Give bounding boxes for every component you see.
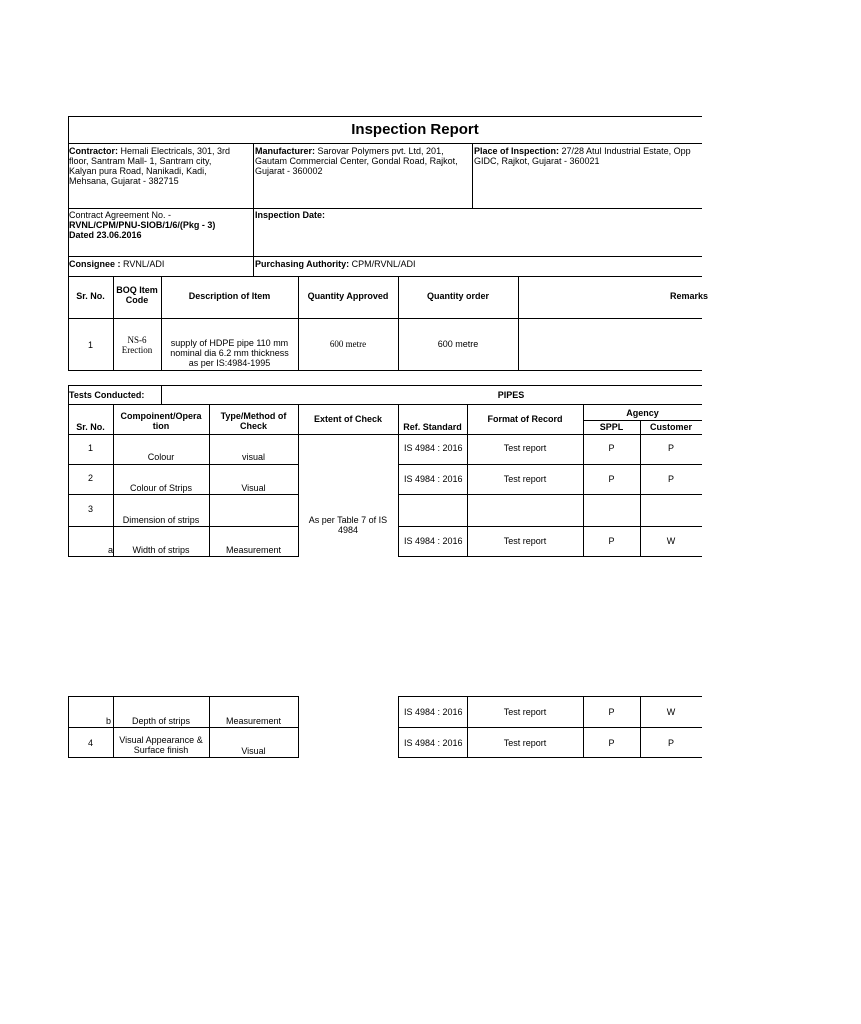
items-header-boq [113, 285, 161, 305]
tests-header-sppl: SPPL [599, 422, 624, 432]
contract-block [69, 210, 253, 240]
test-sppl: P [608, 443, 615, 453]
contractor-line-1: Hemali Electricals, 301, 3rd [118, 146, 231, 156]
test-component: Dimension of strips [122, 515, 200, 525]
item-boq-line-2: Erection [121, 345, 153, 355]
place-line-2: GIDC, Rajkot, Gujarat - 360021 [474, 156, 600, 166]
manufacturer-line-3: Gujarat - 360002 [255, 166, 323, 176]
test-method: Measurement [225, 545, 282, 555]
place-block [474, 146, 702, 166]
test-sr: a [108, 545, 114, 555]
test-ref: IS 4984 : 2016 [404, 474, 463, 484]
item-qty-approved: 600 metre [329, 339, 367, 349]
test-method: Visual [241, 483, 266, 493]
tests-extent-merged [298, 515, 398, 535]
test-method: visual [241, 452, 265, 462]
item-sr-no: 1 [87, 340, 93, 350]
purchasing-value: CPM/RVNL/ADI [349, 259, 416, 269]
test-format: Test report [503, 738, 547, 748]
items-header-qty-order: Quantity order [426, 291, 489, 301]
contractor-line-3: Kalyan pura Road, Nanikadi, Kadi, [69, 166, 207, 176]
test-customer: W [666, 536, 676, 546]
test-component: Depth of strips [131, 716, 191, 726]
test-format: Test report [503, 536, 547, 546]
test-sr: 3 [87, 504, 93, 514]
test-format: Test report [503, 707, 547, 717]
test-component: Colour [147, 452, 175, 462]
items-header-remarks: Remarks [670, 291, 709, 301]
tests-header-component-line-1: Compoinent/Opera [120, 411, 202, 421]
contractor-line-4: Mehsana, Gujarat - 382715 [69, 176, 179, 186]
item-description-line-3: as per IS:4984-1995 [188, 358, 271, 368]
inspection-date-label: Inspection Date: [255, 210, 326, 220]
test-sr: 1 [87, 443, 93, 453]
tests-header-component [113, 411, 209, 431]
report-title: Inspection Report [351, 121, 479, 138]
tests-header-extent: Extent of Check [313, 414, 382, 424]
test-sr: b [106, 716, 112, 726]
tests-header-agency: Agency [626, 408, 659, 418]
items-header-boq-line-1: BOQ Item [116, 285, 158, 295]
tests-header-sr-no: Sr. No. [76, 422, 105, 432]
consignee-label: Consignee : [69, 259, 121, 269]
consignee-value: RVNL/ADI [120, 259, 165, 269]
test-component-line-2: Surface finish [133, 745, 189, 755]
test-ref: IS 4984 : 2016 [404, 536, 463, 546]
tests-section-pipes: PIPES [497, 390, 525, 400]
item-boq-code [113, 335, 161, 355]
test-component-line-1: Visual Appearance & [119, 735, 203, 745]
contract-line-2: RVNL/CPM/PNU-SIOB/1/6/(Pkg - 3) [69, 220, 216, 230]
item-boq-line-1: NS-6 [127, 335, 147, 345]
tests-header-format: Format of Record [487, 414, 563, 424]
test-sppl: P [608, 536, 615, 546]
items-header-sr-no: Sr. No. [76, 291, 105, 301]
items-header-qty-approved: Quantity Approved [307, 291, 389, 301]
tests-conducted-label: Tests Conducted: [69, 390, 145, 400]
test-format: Test report [503, 474, 547, 484]
manufacturer-label: Manufacturer: [255, 146, 316, 156]
test-customer: W [666, 707, 676, 717]
items-header-boq-line-2: Code [125, 295, 149, 305]
test-sppl: P [608, 738, 615, 748]
contract-line-3: Dated 23.06.2016 [69, 230, 142, 240]
purchasing-label: Purchasing Authority: [255, 259, 350, 269]
test-ref: IS 4984 : 2016 [404, 707, 463, 717]
test-component: Colour of Strips [129, 483, 193, 493]
tests-header-customer: Customer [649, 422, 692, 432]
item-description-line-2: nominal dia 6.2 mm thickness [170, 348, 289, 358]
test-sppl: P [608, 707, 615, 717]
test-sr: 2 [87, 473, 93, 483]
manufacturer-block [255, 146, 471, 176]
tests-header-component-line-2: tion [152, 421, 170, 431]
test-method: Visual [241, 746, 266, 756]
test-ref: IS 4984 : 2016 [404, 738, 463, 748]
tests-header-ref: Ref. Standard [403, 422, 462, 432]
test-format: Test report [503, 443, 547, 453]
test-component: Width of strips [132, 545, 190, 555]
tests-extent-line-1: As per Table 7 of IS [308, 515, 388, 525]
test-customer: P [667, 738, 674, 748]
tests-header-method-line-1: Type/Method of [220, 411, 287, 421]
contractor-line-2: floor, Santram Mall- 1, Santram city, [69, 156, 212, 166]
manufacturer-line-2: Gautam Commercial Center, Gondal Road, Rajkot, [255, 156, 458, 166]
test-component [113, 735, 209, 755]
contract-line-1: Contract Agreement No. - [69, 210, 172, 220]
items-header-description: Description of Item [188, 291, 271, 301]
item-description [161, 338, 298, 368]
test-method: Measurement [225, 716, 282, 726]
contractor-block [69, 146, 253, 186]
item-qty-order: 600 metre [437, 339, 479, 349]
test-sr: 4 [87, 738, 93, 748]
manufacturer-line-1: Sarovar Polymers pvt. Ltd, 201, [315, 146, 444, 156]
test-customer: P [667, 443, 674, 453]
contractor-label: Contractor: [69, 146, 118, 156]
tests-header-method [209, 411, 298, 431]
consignee [69, 259, 164, 269]
test-sppl: P [608, 474, 615, 484]
item-description-line-1: supply of HDPE pipe 110 mm [170, 338, 289, 348]
test-ref: IS 4984 : 2016 [404, 443, 463, 453]
purchasing-authority [255, 259, 416, 269]
tests-extent-line-2: 4984 [337, 525, 359, 535]
place-label: Place of Inspection: [474, 146, 560, 156]
tests-header-method-line-2: Check [239, 421, 267, 431]
place-line-1: 27/28 Atul Industrial Estate, Opp [559, 146, 691, 156]
test-customer: P [667, 474, 674, 484]
